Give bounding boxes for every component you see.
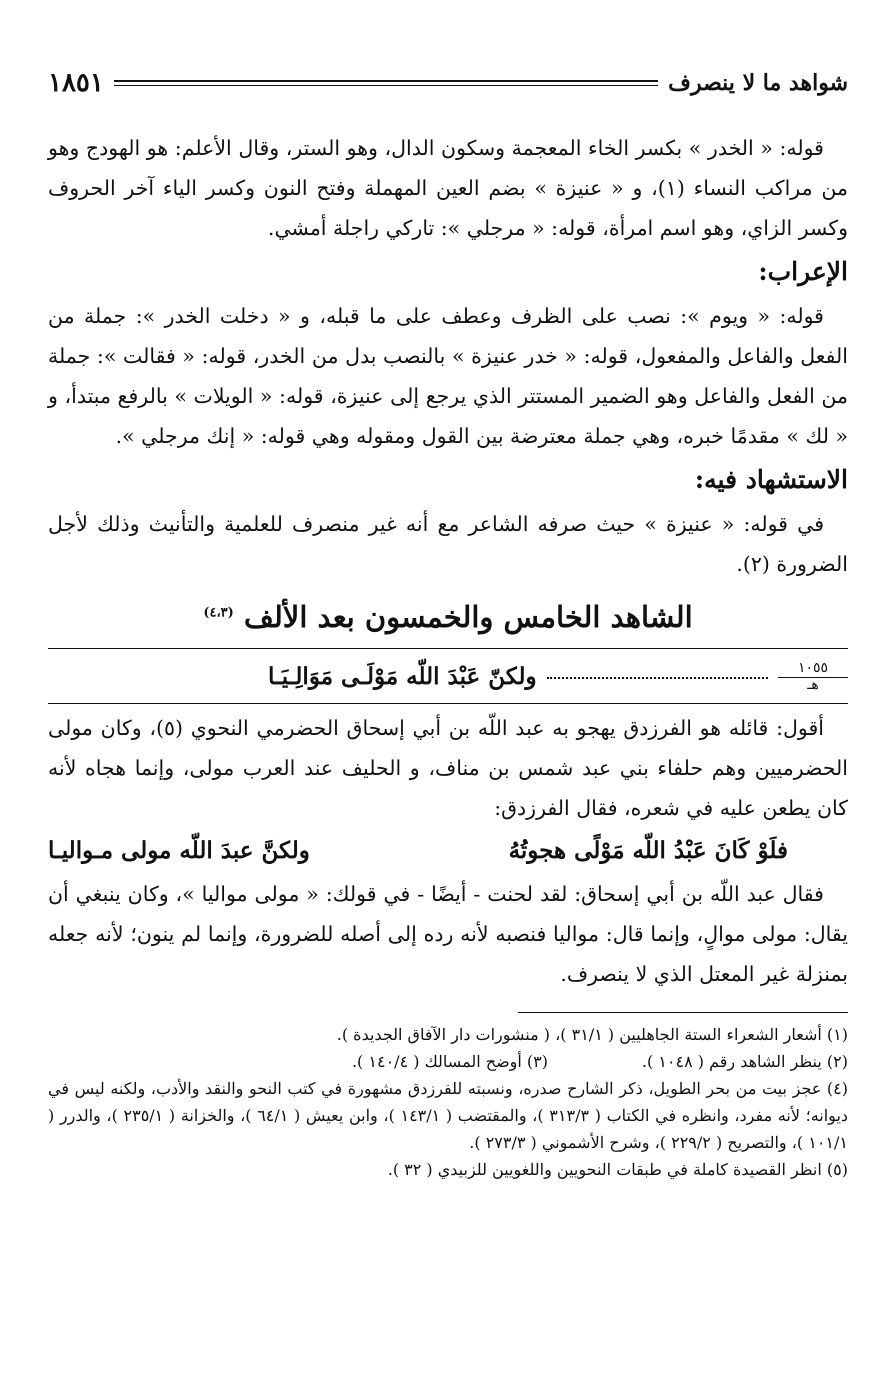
couplet-first-hemistich: فلَوْ كَانَ عَبْدُ اللّه مَوْلًى هجوتُهُ — [508, 837, 788, 864]
footnote-row-2-3 — [48, 1048, 848, 1075]
text-line: من الفعل والفاعل وهو الضمير المستتر الذي يرجع إلى عنيزة، قوله: « الويلات » بالرفع مبتدأ، — [64, 384, 848, 408]
witness-title — [48, 592, 848, 642]
footnote-rule — [518, 1012, 848, 1013]
text-line: لأنه جعله بمنزلة غير المعتل الذي لا ينصرف. — [48, 922, 848, 986]
text-line: وهو من مراكب النساء (١)، و « عنيزة » بضم العين المهملة وفتح النون وكسر الياء آخر الحروف — [48, 136, 848, 200]
text-line: قوله: « ويوم »: نصب على الظرف وعطف على ما قبله، و « دخلت الخدر »: جملة من — [48, 304, 824, 328]
text-line: في قوله: « عنيزة » حيث صرفه الشاعر مع أنه غير منصرف للعلمية والتأنيث وذلك لأجل — [48, 512, 824, 536]
text-line: (٤) عجز بيت من بحر الطويل، ذكر الشارح صدره، ونسبته للفرزدق مشهورة في كتب النحو والنقد والأدب، ولكنه — [110, 1079, 849, 1098]
aqul-paragraph — [48, 708, 848, 828]
verse-number-suffix: هـ — [807, 676, 819, 693]
couplet-second-hemistich: ولكنَّ عبدَ اللّه مولى مـواليـا — [48, 837, 310, 864]
text-line: فقال عبد اللّه بن أبي إسحاق: لقد لحنت - أيضًا - في قولك: « مولى مواليا »، وكان — [127, 882, 824, 906]
explanation-paragraph — [48, 128, 848, 248]
verse-dotted-line — [547, 673, 768, 679]
witness-title-text: الشاهد الخامس والخمسون بعد الألف — [243, 600, 693, 634]
text-line: ينبغي أن يقال: مولى موالٍ، وإنما قال: مواليا فنصبه لأنه رده إلى أصله للضرورة، وإنما لم ينون؛ — [48, 882, 848, 946]
verse-number — [778, 661, 848, 692]
verse-text: ولكنّ عَبْدَ اللّه مَوْلَـى مَوَالِـيَـا — [268, 662, 537, 690]
text-line: ليس في ديوانه؛ لأنه مفرد، وانظره في الكتاب ( ٣١٣/٣ )، والمقتضب ( ١٤٣/١ )، وابن يعيش ( ٦٤/١ )، والخزانة — [48, 1079, 849, 1125]
running-header — [48, 58, 848, 108]
heading-irab: الإعراب: — [758, 257, 848, 286]
section-rule — [48, 703, 848, 704]
text-line: أقول: قائله هو الفرزدق يهجو به عبد اللّه بن أبي إسحاق الحضرمي النحوي (٥)، وكان — [100, 716, 824, 740]
irab-paragraph — [48, 296, 848, 456]
header-rule — [114, 80, 658, 86]
footnote-5: (٥) انظر القصيدة كاملة في طبقات النحويين واللغويين للزبيدي ( ٣٢ ). — [387, 1160, 848, 1179]
verse-number-value: ١٠٥٥ — [778, 661, 848, 678]
footnote-1: (١) أشعار الشعراء الستة الجاهليين ( ٣١/١ )، ( منشورات دار الآفاق الجديدة ). — [336, 1025, 848, 1044]
chapter-title: شواهد ما لا ينصرف — [668, 70, 848, 96]
book-page — [48, 58, 848, 1183]
text-line: ( ٢٣٥/١ )، والدرر ( ١٠١/١ )، والتصريح ( ٢٢٩/٢ )، وشرح الأشموني ( ٢٧٣/٣ ). — [48, 1106, 848, 1152]
verse-row — [48, 649, 848, 703]
text-line: مولى الحضرميين وهم حلفاء بني عبد شمس بن مناف، و الحليف عند العرب مولى، وإنما هجاه — [48, 716, 848, 780]
footnote-2: (٢) ينظر الشاهد رقم ( ١٠٤٨ ). — [641, 1052, 848, 1071]
footnote-3: (٣) أوضح المسالك ( ١٤٠/٤ ). — [351, 1052, 548, 1071]
text-line: قوله: « الخدر » بكسر الخاء المعجمة وسكون الدال، وهو الستر، وقال الأعلم: هو الهودج — [85, 136, 824, 160]
text-line: الضرورة (٢). — [736, 552, 848, 576]
text-line: وكسر الزاي، وهو اسم امرأة، قوله: « مرجلي »: تاركي راجلة أمشي. — [267, 216, 848, 240]
footnote-4 — [48, 1075, 848, 1156]
text-line: و « لك » مقدمًا خبره، وهي جملة معترضة بين القول ومقوله وهي قوله: « إنك مرجلي ». — [48, 384, 848, 448]
poem-couplet — [48, 828, 848, 874]
istishhad-paragraph — [48, 504, 848, 584]
text-line: الفعل والفاعل والمفعول، قوله: « خدر عنيزة » بالنصب بدل من الخدر، قوله: « فقالت »: جملة — [48, 344, 848, 368]
page-number: ١٨٥١ — [48, 68, 104, 98]
witness-title-note: (٤،٣) — [203, 605, 234, 621]
after-paragraph — [48, 874, 848, 994]
text-line: لأنه كان يطعن عليه في شعره، فقال الفرزدق: — [48, 756, 848, 820]
heading-istishhad: الاستشهاد فيه: — [694, 465, 848, 494]
